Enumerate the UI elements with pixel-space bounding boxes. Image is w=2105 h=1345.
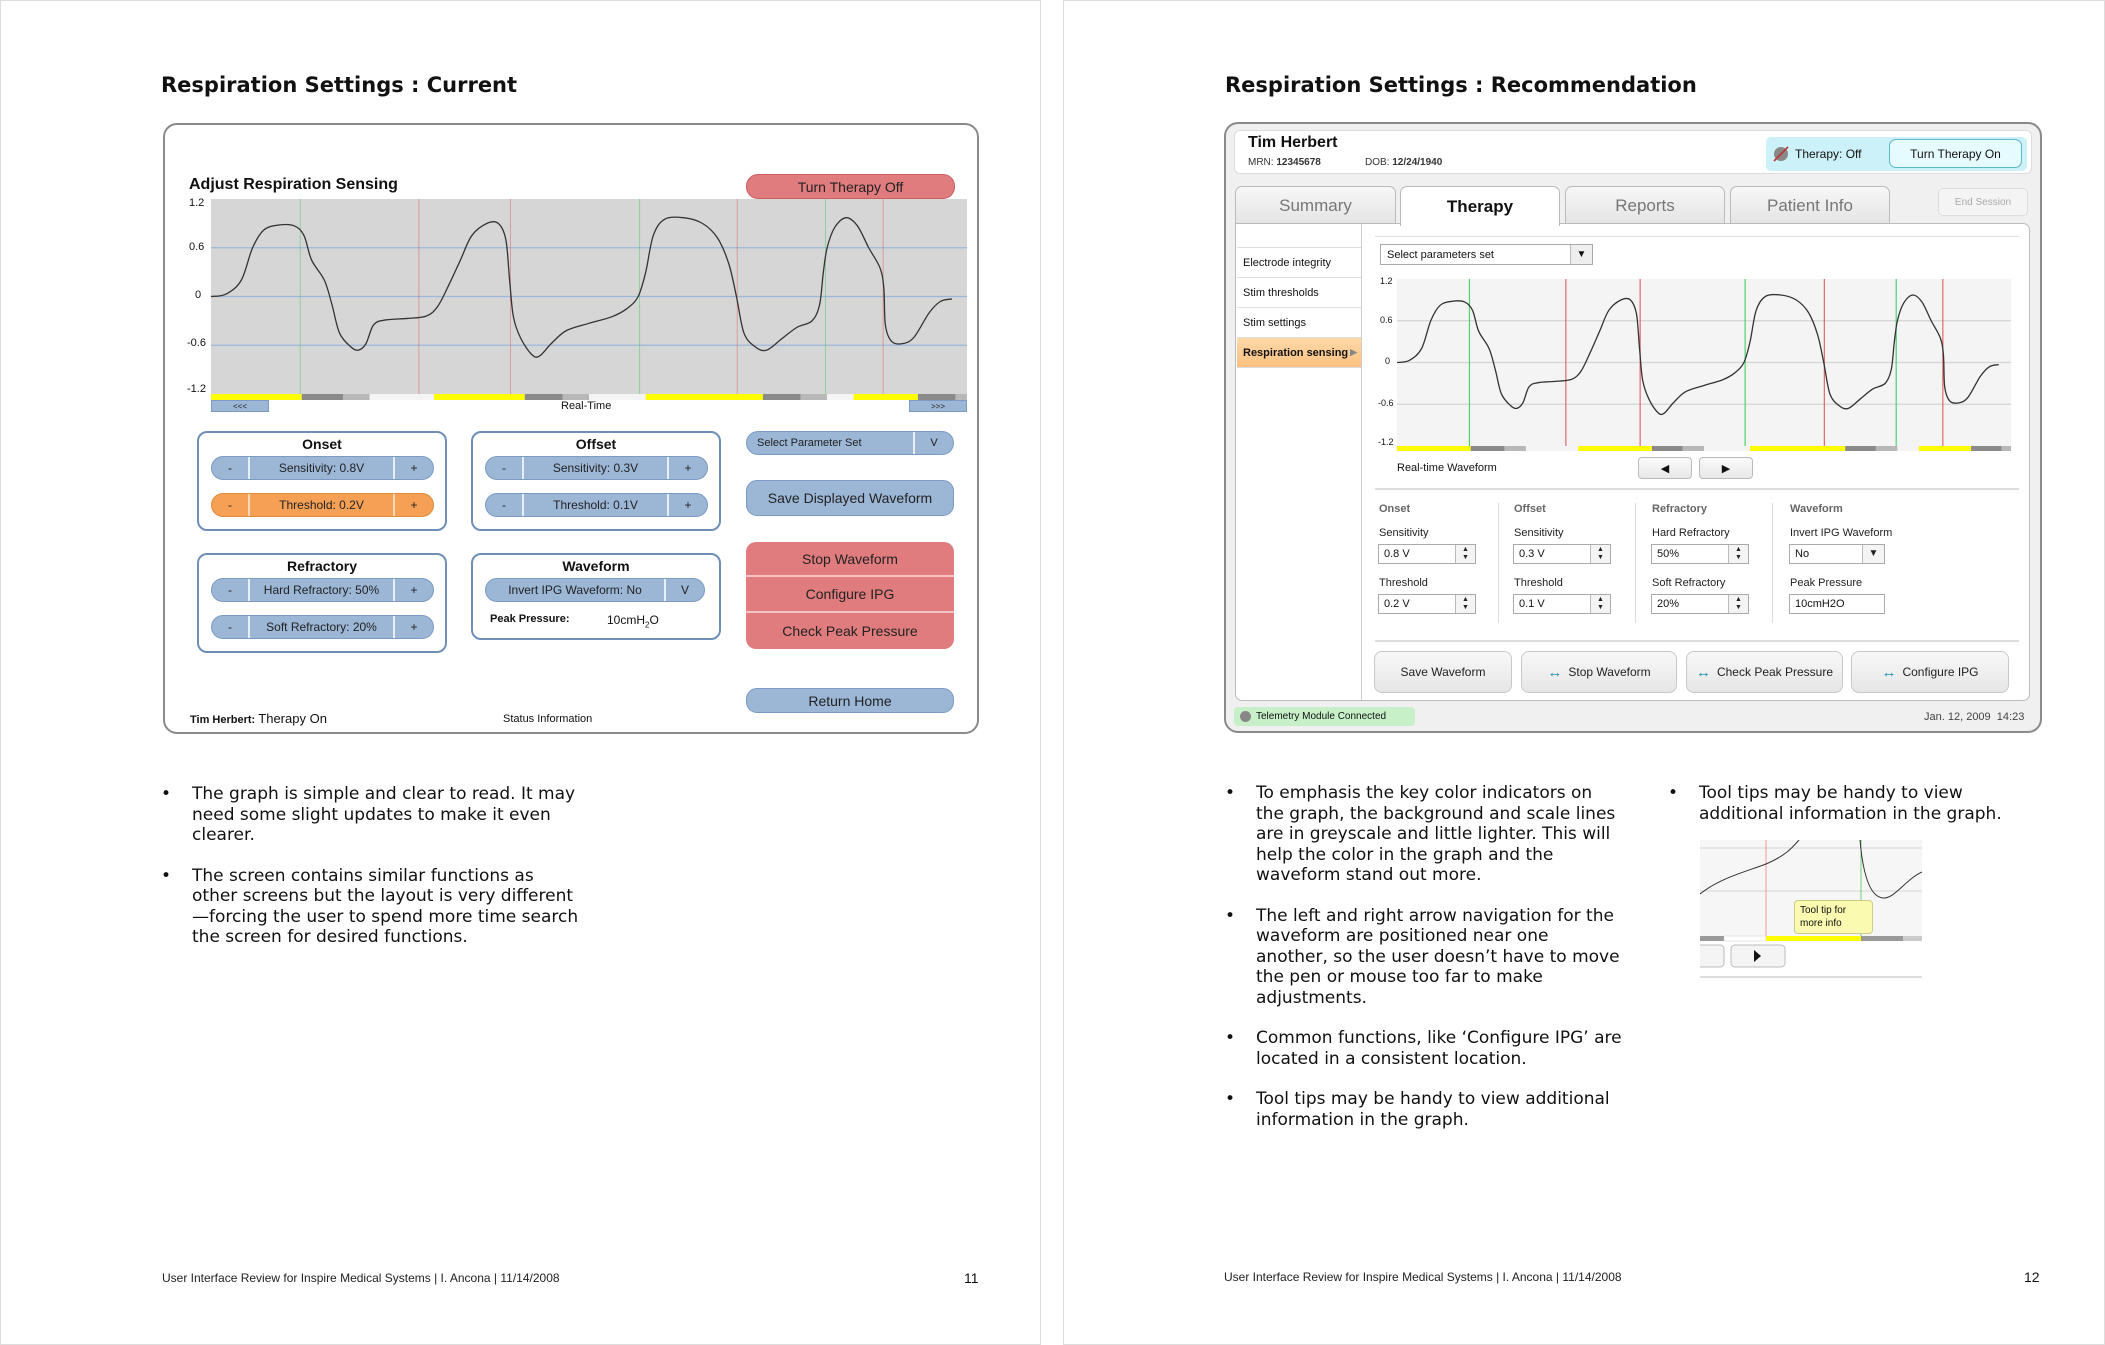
decrement-button[interactable]: - <box>212 494 250 516</box>
patient-name: Tim Herbert <box>1248 134 1338 151</box>
stepper-value: 0.2 V <box>1384 598 1410 610</box>
soft-refractory-label: Soft Refractory <box>1652 577 1726 589</box>
chevron-down-icon[interactable]: ▼ <box>1862 545 1884 563</box>
onset-heading: Onset <box>1379 503 1411 515</box>
dropdown-value: No <box>1795 548 1810 560</box>
telemetry-status-badge <box>1234 707 1415 726</box>
y-tick: 1.2 <box>189 197 205 209</box>
phase-band <box>801 394 827 400</box>
scroll-left-button[interactable]: <<< <box>211 400 269 412</box>
bullet-item: • The left and right arrow navigation for the waveform are positioned near one another, so the user doesn’t have to move the pen or mouse too far to make adjustments. <box>1225 906 1625 1009</box>
phase-band <box>434 394 525 400</box>
offset-heading: Offset <box>1514 503 1546 515</box>
save-displayed-waveform-button[interactable]: Save Displayed Waveform <box>746 480 954 516</box>
double-arrow-icon: ↔ <box>1881 663 1897 681</box>
button-label: Save Waveform <box>1400 665 1486 679</box>
stepper-arrows-icon[interactable]: ▲ ▼ <box>1590 595 1610 613</box>
decrement-button[interactable]: - <box>486 494 524 516</box>
graph-label: Real-time Waveform <box>1397 462 1497 474</box>
phase-band <box>1971 446 2002 451</box>
page-footer: User Interface Review for Inspire Medical Systems | I. Ancona | 11/14/2008 <box>162 1271 560 1285</box>
phase-band <box>1845 446 1876 451</box>
soft-refractory-control <box>211 615 434 639</box>
status-bar <box>190 711 327 726</box>
tab-therapy[interactable]: Therapy <box>1400 186 1560 226</box>
y-tick: 0.6 <box>189 241 205 253</box>
select-parameter-set-label: Select Parameter Set <box>747 432 915 454</box>
y-tick: -1.2 <box>187 383 206 395</box>
stepper-arrows-icon[interactable]: ▲ ▼ <box>1728 545 1748 563</box>
hard-refractory-stepper[interactable] <box>1651 544 1749 564</box>
waveform-next-button[interactable] <box>1699 457 1753 479</box>
decrement-button[interactable]: - <box>212 457 250 479</box>
bullet-item: • The graph is simple and clear to read. It may need some slight updates to make it even clearer. <box>161 784 581 846</box>
check-peak-pressure-button[interactable] <box>1686 651 1843 693</box>
hard-refractory-control <box>211 578 434 602</box>
bullet-list-secondary <box>1668 783 2028 844</box>
phase-band <box>1471 446 1505 451</box>
sidebar-item-stim-thresholds[interactable]: Stim thresholds <box>1237 278 1361 308</box>
phase-band <box>1897 446 1918 451</box>
decrement-button[interactable]: - <box>212 579 250 601</box>
return-home-button[interactable]: Return Home <box>746 688 954 713</box>
peak-value-subscript: 2 <box>645 620 650 630</box>
phase-band <box>370 394 434 400</box>
dob-label: DOB: <box>1365 157 1390 168</box>
y-tick: -0.6 <box>1378 398 1394 408</box>
waveform-chart-current <box>211 199 967 400</box>
offset-title: Offset <box>575 436 617 452</box>
settings-divider <box>1375 640 2019 642</box>
invert-ipg-dropdown[interactable] <box>1789 544 1885 564</box>
chevron-down-icon[interactable]: ▼ <box>1570 245 1592 264</box>
offset-threshold-value: Threshold: 0.1V <box>524 494 669 516</box>
turn-therapy-off-button[interactable]: Turn Therapy Off <box>746 174 955 199</box>
soft-refractory-stepper[interactable] <box>1651 594 1749 614</box>
sidebar-item-stim-settings[interactable]: Stim settings <box>1237 308 1361 338</box>
patient-mrn <box>1248 157 1321 168</box>
offset-threshold-stepper[interactable] <box>1513 594 1611 614</box>
phase-band <box>525 394 563 400</box>
phase-band <box>1504 446 1525 451</box>
bullet-item: • Common functions, like ‘Configure IPG’ are located in a consistent location. <box>1225 1028 1625 1069</box>
stepper-arrows-icon[interactable]: ▲ ▼ <box>1590 545 1610 563</box>
onset-threshold-control <box>211 493 434 517</box>
refractory-title: Refractory <box>286 558 358 574</box>
select-parameters-dropdown[interactable] <box>1380 244 1593 265</box>
onset-threshold-label: Threshold <box>1379 577 1428 589</box>
double-arrow-icon: ↔ <box>1547 663 1563 681</box>
stepper-value: 0.1 V <box>1519 598 1545 610</box>
tab-summary[interactable]: Summary <box>1235 186 1396 224</box>
phase-band <box>1683 446 1704 451</box>
increment-button[interactable]: + <box>410 583 418 597</box>
stepper-arrows-icon[interactable]: ▲ ▼ <box>1455 545 1475 563</box>
peak-value-text: 10cmH <box>607 613 646 627</box>
decrement-button[interactable]: - <box>486 457 524 479</box>
therapy-off-icon <box>1772 145 1790 163</box>
column-divider <box>1498 503 1499 623</box>
offset-sensitivity-control <box>485 456 708 480</box>
bullet-item: • To emphasis the key color indicators on the graph, the background and scale lines are in greyscale and little lighter. This will help the color in the graph and the waveform stand out more. <box>1225 783 1625 886</box>
stop-waveform-button[interactable]: Stop Waveform <box>746 542 954 577</box>
stepper-arrows-icon[interactable]: ▲ ▼ <box>1455 595 1475 613</box>
peak-pressure-label: Peak Pressure: <box>490 613 570 625</box>
page-11 <box>0 0 1041 1345</box>
dropdown-toggle[interactable]: V <box>930 437 938 449</box>
configure-ipg-button[interactable] <box>1851 651 2009 693</box>
page-number: 11 <box>964 1270 979 1286</box>
configure-ipg-button[interactable]: Configure IPG <box>746 577 954 613</box>
field-value: 10cmH2O <box>1795 598 1845 610</box>
status-separator: : <box>251 714 256 726</box>
chart-divider <box>1375 488 2019 490</box>
double-arrow-icon: ↔ <box>1695 663 1711 681</box>
y-tick: -1.2 <box>1378 437 1394 447</box>
phase-band <box>1750 446 1845 451</box>
hard-refractory-label: Hard Refractory <box>1652 527 1730 539</box>
offset-sensitivity-stepper[interactable] <box>1513 544 1611 564</box>
y-tick: 0 <box>1385 356 1391 366</box>
mrn-label: MRN: <box>1248 157 1274 168</box>
invert-ipg-dropdown[interactable] <box>485 578 705 602</box>
soft-refractory-value: Soft Refractory: 20% <box>250 616 395 638</box>
column-divider <box>1635 503 1636 623</box>
connection-indicator-icon <box>1240 711 1251 722</box>
section-title: Adjust Respiration Sensing <box>189 176 398 193</box>
offset-sensitivity-value: Sensitivity: 0.3V <box>524 457 669 479</box>
page-number: 12 <box>2024 1269 2040 1285</box>
tab-patient-info[interactable]: Patient Info <box>1730 186 1890 224</box>
peak-pressure-label: Peak Pressure <box>1790 577 1863 589</box>
increment-button[interactable]: + <box>684 498 692 512</box>
bullet-list <box>161 784 581 968</box>
dob-value: 12/24/1940 <box>1392 157 1443 168</box>
onset-sensitivity-value: Sensitivity: 0.8V <box>250 457 395 479</box>
phase-band <box>827 394 853 400</box>
page-footer: User Interface Review for Inspire Medical Systems | I. Ancona | 11/14/2008 <box>1224 1270 1622 1284</box>
stepper-value: 0.8 V <box>1384 548 1410 560</box>
triangle-right-icon: ▶ <box>1721 461 1731 475</box>
peak-pressure-value <box>607 613 659 629</box>
y-tick: 0 <box>195 289 202 301</box>
end-session-button[interactable]: End Session <box>1938 188 2028 216</box>
increment-button[interactable]: + <box>684 461 692 475</box>
select-parameter-set-dropdown[interactable] <box>746 431 954 455</box>
phase-band <box>763 394 801 400</box>
phase-band <box>1652 446 1683 451</box>
phase-band <box>646 394 763 400</box>
patient-name: Tim Herbert <box>190 714 252 726</box>
waveform-chart-recommended <box>1397 279 2011 451</box>
onset-title: Onset <box>302 436 342 452</box>
phase-band <box>1397 446 1471 451</box>
peak-pressure-field[interactable] <box>1789 594 1885 614</box>
increment-button[interactable]: + <box>410 461 418 475</box>
invert-ipg-value: Invert IPG Waveform: No <box>486 579 666 601</box>
telemetry-text: Telemetry Module Connected <box>1256 711 1387 722</box>
phase-band <box>1578 446 1652 451</box>
phase-band <box>302 394 344 400</box>
onset-sensitivity-label: Sensitivity <box>1379 527 1429 539</box>
increment-button[interactable]: + <box>410 498 418 512</box>
page-title: Respiration Settings : Recommendation <box>1225 73 1697 97</box>
button-label: Stop Waveform <box>1568 665 1651 679</box>
select-parameters-label: Select parameters set <box>1387 248 1494 261</box>
offset-sensitivity-label: Sensitivity <box>1514 527 1564 539</box>
hard-refractory-value: Hard Refractory: 50% <box>250 579 395 601</box>
sidebar-item-label: Respiration sensing <box>1243 346 1349 359</box>
stop-waveform-button[interactable] <box>1521 651 1677 693</box>
check-peak-pressure-button[interactable]: Check Peak Pressure <box>746 613 954 649</box>
chevron-right-icon: ▶ <box>1350 347 1358 357</box>
therapy-status-text: Therapy: Off <box>1795 147 1862 161</box>
sidebar-item-electrode-integrity[interactable]: Electrode integrity <box>1237 248 1361 278</box>
triangle-left-icon: ◀ <box>1660 461 1670 475</box>
increment-button[interactable]: + <box>410 620 418 634</box>
sidebar-item-respiration-sensing[interactable] <box>1237 338 1361 368</box>
dropdown-toggle[interactable]: V <box>680 583 689 597</box>
mrn-value: 12345678 <box>1276 157 1321 168</box>
phase-band <box>1876 446 1897 451</box>
tab-reports[interactable]: Reports <box>1565 186 1725 224</box>
status-datetime: Jan. 12, 2009 14:23 <box>1924 711 2025 723</box>
offset-threshold-label: Threshold <box>1514 577 1563 589</box>
stepper-arrows-icon[interactable]: ▲ ▼ <box>1728 595 1748 613</box>
onset-threshold-value: Threshold: 0.2V <box>250 494 395 516</box>
page-title: Respiration Settings : Current <box>161 73 518 97</box>
waveform-title: Waveform <box>562 558 630 574</box>
button-label: Configure IPG <box>1902 665 1979 679</box>
phase-band <box>1919 446 1971 451</box>
onset-sensitivity-stepper[interactable] <box>1378 544 1476 564</box>
bullet-list <box>1225 783 1625 1150</box>
turn-therapy-on-button[interactable]: Turn Therapy On <box>1889 139 2022 168</box>
waveform-heading: Waveform <box>1790 503 1843 515</box>
bullet-item: • Tool tips may be handy to view additional information in the graph. <box>1225 1089 1625 1130</box>
tooltip: Tool tip for more info <box>1794 900 1873 934</box>
stepper-value: 20% <box>1657 598 1680 610</box>
sidebar-divider <box>1361 224 1362 700</box>
patient-dob <box>1365 157 1442 168</box>
onset-sensitivity-control <box>211 456 434 480</box>
stepper-value: 50% <box>1657 548 1680 560</box>
scroll-right-button[interactable]: >>> <box>909 400 967 412</box>
status-information: Status Information <box>503 713 593 725</box>
content-top-divider <box>1375 236 2019 237</box>
phase-band <box>1526 446 1578 451</box>
save-waveform-button[interactable] <box>1374 651 1512 693</box>
therapy-status: Therapy On <box>258 711 327 726</box>
x-axis-label: Real-Time <box>561 400 612 412</box>
bullet-item: • Tool tips may be handy to view additional information in the graph. <box>1668 783 2028 824</box>
y-tick: 1.2 <box>1380 276 1393 286</box>
y-tick: -0.6 <box>187 337 206 349</box>
button-label: Check Peak Pressure <box>1716 665 1834 679</box>
bullet-item: • The screen contains similar functions as other screens but the layout is very different—forcing the user to spend more time search the screen for desired functions. <box>161 866 581 948</box>
stepper-value: 0.3 V <box>1519 548 1545 560</box>
waveform-prev-button[interactable] <box>1638 457 1692 479</box>
decrement-button[interactable]: - <box>212 616 250 638</box>
offset-threshold-control <box>485 493 708 517</box>
y-tick: 0.6 <box>1380 315 1393 325</box>
column-divider <box>1772 503 1773 623</box>
tooltip-example-image <box>1700 840 1922 997</box>
refractory-heading: Refractory <box>1652 503 1708 515</box>
invert-ipg-label: Invert IPG Waveform <box>1790 527 1893 539</box>
phase-band <box>2002 446 2011 451</box>
phase-band <box>343 394 369 400</box>
onset-threshold-stepper[interactable] <box>1378 594 1476 614</box>
phase-band <box>1704 446 1750 451</box>
peak-value-unit: O <box>649 613 659 627</box>
